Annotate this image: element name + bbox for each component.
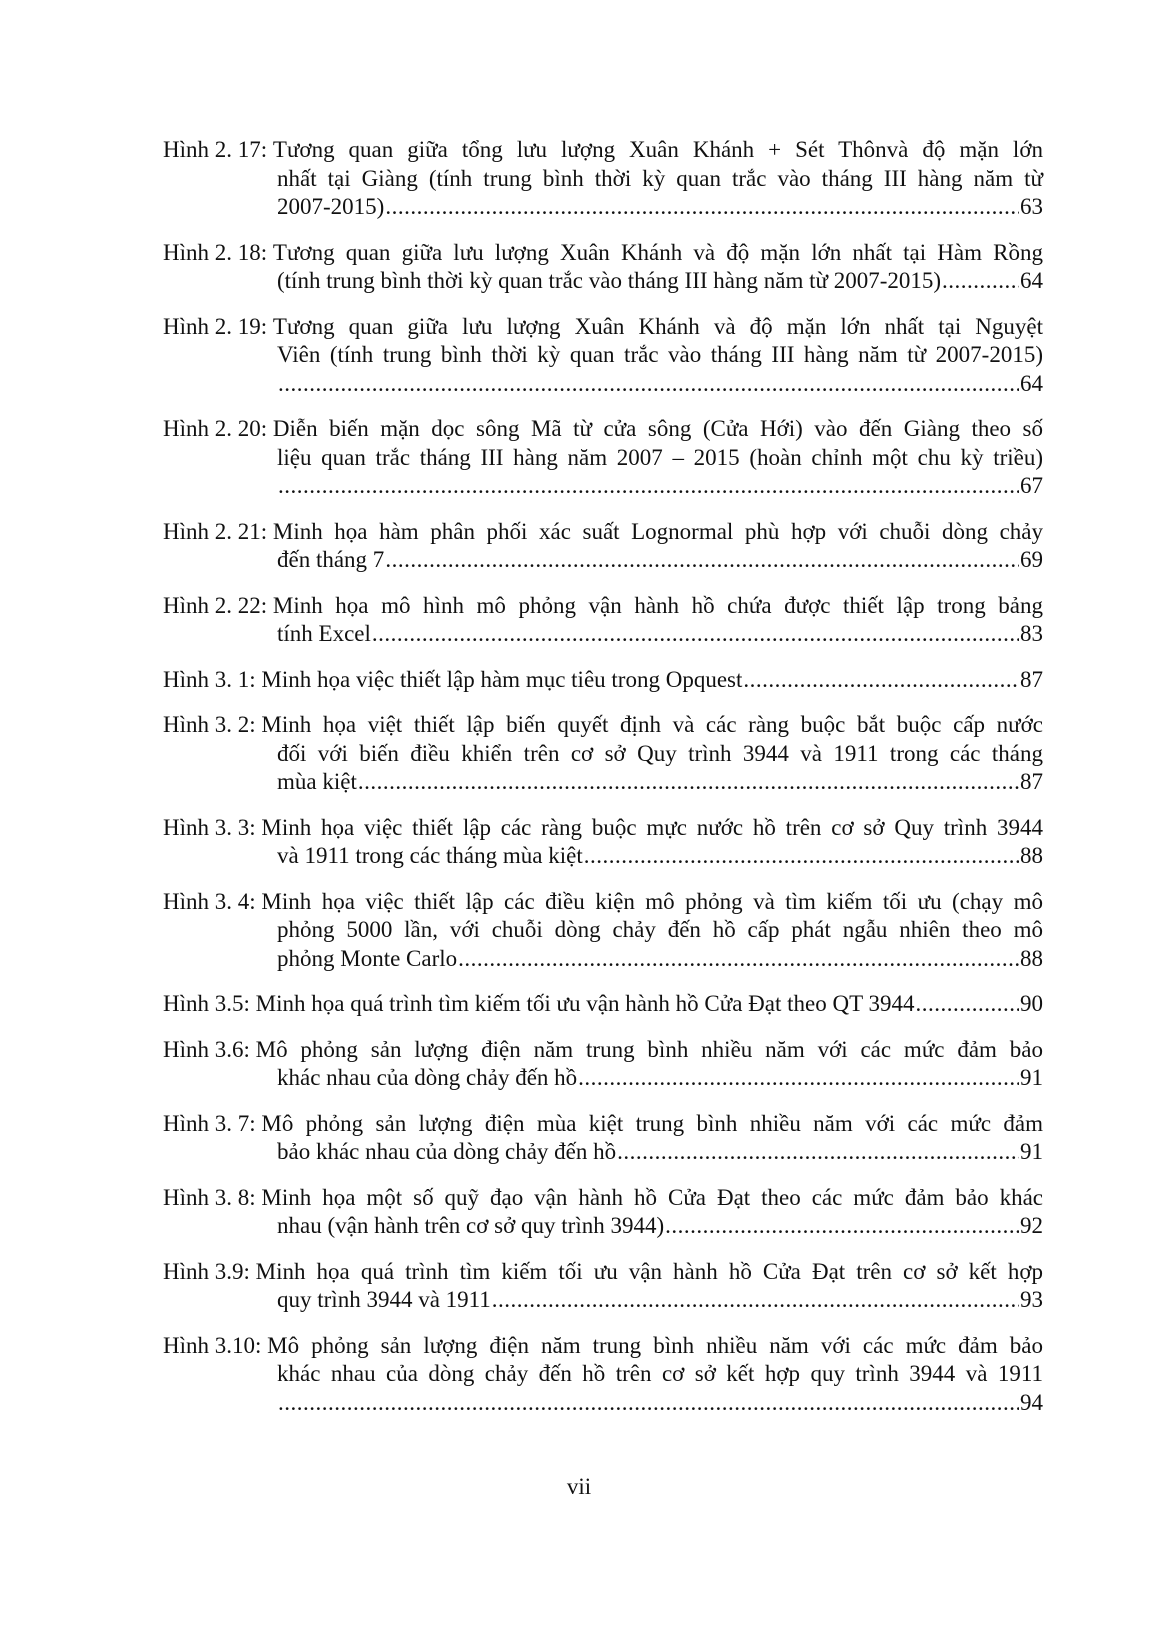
figure-caption: Minh họa mô hình mô phỏng vận hành hồ chứa được thiết lập trong bảng: [272, 592, 1043, 618]
toc-entry-text: [163, 666, 742, 695]
figure-label: Hình 3.6:: [163, 1036, 250, 1062]
toc-entry[interactable]: [163, 711, 1043, 797]
figure-caption: Minh họa quá trình tìm kiếm tối ưu vận hành hồ Cửa Đạt theo QT 3944: [255, 991, 915, 1016]
toc-entry[interactable]: [163, 666, 1043, 695]
page-ref: 90: [1020, 991, 1043, 1016]
figure-caption-line: tính Excel: [277, 621, 371, 646]
toc-entry-line: [163, 666, 1043, 695]
toc-entry[interactable]: [163, 814, 1043, 871]
leader-dots: [578, 1064, 1019, 1093]
figure-label: Hình 2. 17:: [163, 137, 268, 162]
figure-caption-line: đến tháng 7: [277, 547, 385, 572]
toc-entry-first-line: [163, 592, 1043, 621]
figure-label: Hình 2. 21:: [163, 518, 268, 544]
page-ref: 87: [1020, 769, 1043, 794]
leader-dots: [942, 267, 1019, 296]
leader-dots: [584, 842, 1019, 871]
toc-entry-last-line: [277, 1286, 1043, 1315]
figure-caption-line: (tính trung bình thời kỳ quan trắc vào tháng III hàng năm từ 2007-2015): [277, 268, 942, 293]
figure-label: Hình 3. 4:: [163, 888, 256, 914]
page-ref: 64: [1020, 370, 1043, 396]
leader-dots: [278, 472, 1019, 501]
toc-entry[interactable]: [163, 990, 1043, 1019]
toc-entry[interactable]: [163, 313, 1043, 399]
figure-caption: Minh họa hàm phân phối xác suất Lognormal phù hợp với chuỗi dòng chảy: [272, 518, 1043, 544]
figure-caption-line: bảo khác nhau của dòng chảy đến hồ: [277, 1139, 617, 1164]
toc-entry-last-line: [277, 1138, 1043, 1167]
toc-entry-last-line: [277, 1212, 1043, 1241]
page-number: vii: [566, 1474, 592, 1499]
toc-entry[interactable]: [163, 1258, 1043, 1315]
leader-dots: [278, 370, 1019, 399]
toc-entry-last-line: [277, 945, 1043, 974]
figure-caption-line: quy trình 3944 và 1911: [277, 1287, 491, 1312]
leader-dots: [385, 546, 1019, 575]
page-ref: 69: [1020, 547, 1043, 572]
figure-caption-line: phỏng 5000 lần, với chuỗi dòng chảy đến hồ cấp phát ngẫu nhiên theo mô: [277, 917, 1043, 942]
toc-entry[interactable]: [163, 415, 1043, 501]
toc-entry-last-line: [277, 1389, 1043, 1418]
toc-entry[interactable]: [163, 136, 1043, 222]
figure-caption: Tương quan giữa tổng lưu lượng Xuân Khánh + Sét Thônvà độ mặn lớn: [272, 137, 1043, 162]
page-ref: 94: [1020, 1389, 1043, 1415]
figure-caption-line: Viên (tính trung bình thời kỳ quan trắc vào tháng III hàng năm từ 2007-2015): [277, 342, 1043, 367]
figure-label: Hình 3.10:: [163, 1332, 262, 1358]
toc-entry-first-line: [163, 888, 1043, 917]
toc-entry-first-line: [163, 1332, 1043, 1361]
leader-dots: [492, 1286, 1019, 1315]
leader-dots: [743, 666, 1019, 695]
toc-entry[interactable]: [163, 1184, 1043, 1241]
toc-entry[interactable]: [163, 239, 1043, 296]
figure-caption: Mô phỏng sản lượng điện năm trung bình nhiều năm với các mức đảm bảo: [255, 1036, 1043, 1062]
toc-entry[interactable]: [163, 888, 1043, 974]
leader-dots: [372, 620, 1019, 649]
figure-label: Hình 3. 3:: [163, 814, 256, 840]
leader-dots: [385, 193, 1019, 222]
figure-label: Hình 3. 7:: [163, 1110, 256, 1136]
figure-caption: Mô phỏng sản lượng điện mùa kiệt trung bình nhiều năm với các mức đảm: [261, 1110, 1043, 1136]
toc-entry-last-line: [277, 768, 1043, 797]
page-ref: 88: [1020, 843, 1043, 868]
figure-caption-line: phỏng Monte Carlo: [277, 945, 458, 971]
toc-entry-last-line: [277, 620, 1043, 649]
toc-entry-first-line: [163, 711, 1043, 740]
figure-caption: Minh họa việt thiết lập biến quyết định và các ràng buộc bắt buộc cấp nước: [261, 712, 1043, 737]
figure-caption: Minh họa việc thiết lập các điều kiện mô phỏng và tìm kiếm tối ưu (chạy mô: [261, 888, 1043, 914]
toc-entry-first-line: [163, 1258, 1043, 1287]
toc-entry-text: [163, 990, 914, 1019]
figure-caption: Minh họa một số quỹ đạo vận hành hồ Cửa Đạt theo các mức đảm bảo khác: [261, 1184, 1043, 1210]
toc-entry-first-line: [163, 415, 1043, 444]
figure-caption: Diễn biến mặn dọc sông Mã từ cửa sông (Cửa Hới) vào đến Giàng theo số: [272, 416, 1043, 441]
figure-label: Hình 3.5:: [163, 991, 250, 1016]
leader-dots: [617, 1138, 1019, 1167]
toc-entry-first-line: [163, 1036, 1043, 1065]
list-of-figures: [163, 136, 1043, 1434]
toc-entry-last-line: [277, 370, 1043, 399]
figure-label: Hình 2. 18:: [163, 239, 268, 265]
leader-dots: [915, 990, 1019, 1019]
page-ref: 64: [1020, 268, 1043, 293]
toc-entry[interactable]: [163, 1332, 1043, 1418]
page-ref: 83: [1020, 621, 1043, 646]
figure-label: Hình 3. 8:: [163, 1184, 256, 1210]
figure-label: Hình 3.9:: [163, 1258, 250, 1284]
page-ref: 63: [1020, 194, 1043, 219]
toc-entry-first-line: [163, 518, 1043, 547]
toc-entry-last-line: [277, 193, 1043, 222]
figure-caption-line: và 1911 trong các tháng mùa kiệt: [277, 843, 583, 868]
figure-caption-line: nhất tại Giàng (tính trung bình thời kỳ quan trắc vào tháng III hàng năm từ: [277, 165, 1043, 191]
toc-entry-line: [163, 990, 1043, 1019]
figure-caption: Tương quan giữa lưu lượng Xuân Khánh và độ mặn lớn nhất tại Hàm Rồng: [272, 239, 1043, 265]
figure-caption-line: nhau (vận hành trên cơ sở quy trình 3944): [277, 1213, 665, 1238]
toc-entry-last-line: [277, 472, 1043, 501]
figure-label: Hình 3. 1:: [163, 666, 256, 692]
toc-entry[interactable]: [163, 592, 1043, 649]
figure-label: Hình 2. 20:: [163, 416, 268, 441]
toc-entry[interactable]: [163, 518, 1043, 575]
figure-caption-line: mùa kiệt: [277, 769, 357, 794]
figure-caption-line: liệu quan trắc tháng III hàng năm 2007 – 2015 (hoàn chỉnh một chu kỳ triều): [277, 444, 1043, 470]
figure-caption: Mô phỏng sản lượng điện năm trung bình nhiều năm với các mức đảm bảo: [267, 1332, 1043, 1358]
page-ref: 92: [1020, 1213, 1043, 1238]
figure-caption: Minh họa việc thiết lập hàm mục tiêu trong Opquest: [261, 666, 743, 692]
figure-label: Hình 2. 22:: [163, 592, 268, 618]
toc-entry-first-line: [163, 313, 1043, 342]
toc-entry-first-line: [163, 136, 1043, 165]
page-ref: 67: [1020, 473, 1043, 498]
figure-label: Hình 2. 19:: [163, 313, 268, 339]
figure-caption: Minh họa quá trình tìm kiếm tối ưu vận hành hồ Cửa Đạt trên cơ sở kết hợp: [255, 1258, 1043, 1284]
leader-dots: [665, 1212, 1019, 1241]
leader-dots: [278, 1389, 1019, 1418]
toc-entry-first-line: [163, 1184, 1043, 1213]
figure-caption-line: đối với biến điều khiển trên cơ sở Quy trình 3944 và 1911 trong các tháng: [277, 740, 1043, 766]
page-ref: 87: [1020, 666, 1043, 692]
leader-dots: [458, 945, 1019, 974]
page-ref: 91: [1020, 1065, 1043, 1090]
toc-entry-last-line: [277, 267, 1043, 296]
figure-caption-line: 2007-2015): [277, 194, 385, 219]
page-ref: 91: [1020, 1139, 1043, 1164]
page-ref: 88: [1020, 945, 1043, 971]
page-ref: 93: [1020, 1287, 1043, 1312]
figure-caption-line: khác nhau của dòng chảy đến hồ: [277, 1065, 578, 1090]
figure-caption: Minh họa việc thiết lập các ràng buộc mực nước hồ trên cơ sở Quy trình 3944: [261, 814, 1043, 840]
leader-dots: [358, 768, 1019, 797]
toc-entry-first-line: [163, 1110, 1043, 1139]
toc-entry-last-line: [277, 546, 1043, 575]
toc-entry-last-line: [277, 842, 1043, 871]
figure-caption-line: khác nhau của dòng chảy đến hồ trên cơ sở kết hợp quy trình 3944 và 1911: [277, 1361, 1043, 1386]
toc-entry-first-line: [163, 814, 1043, 843]
figure-caption: Tương quan giữa lưu lượng Xuân Khánh và độ mặn lớn nhất tại Nguyệt: [272, 313, 1043, 339]
toc-entry[interactable]: [163, 1036, 1043, 1093]
toc-entry-last-line: [277, 1064, 1043, 1093]
figure-label: Hình 3. 2:: [163, 712, 256, 737]
toc-entry[interactable]: [163, 1110, 1043, 1167]
toc-entry-first-line: [163, 239, 1043, 268]
